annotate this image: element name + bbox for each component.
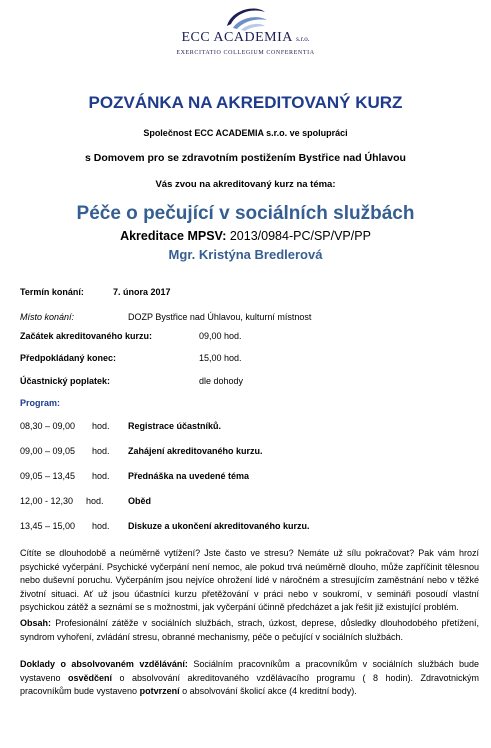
accreditation [0, 229, 491, 243]
detail-date-value: 7. února 2017 [113, 287, 171, 297]
program-time: 09,05 – 13,45 [20, 471, 76, 481]
content-text: Profesionální zátěže v sociálních službách, strach, úzkost, deprese, důsledky dlouhodobého přetížení, syndrom vyhoření, zvládání stresu, obranné mechanismy, péče o pečující v sociálních službách. [20, 618, 479, 642]
program-item: Zahájení akreditovaného kurzu. [128, 446, 263, 456]
detail-place [20, 312, 74, 322]
detail-start-label: Začátek akreditovaného kurzu: [20, 331, 153, 341]
detail-place-value: DOZP Bystřice nad Úhlavou, kulturní místnost [128, 312, 312, 322]
detail-fee-label: Účastnický poplatek: [20, 376, 111, 386]
program-unit: hod. [92, 471, 110, 481]
program-unit: hod. [86, 496, 104, 506]
detail-label: Místo konání: [20, 312, 75, 322]
program-item: Oběd [128, 496, 152, 506]
logo-legal: s.r.o. [296, 35, 310, 43]
detail-end-label: Předpokládaný konec: [20, 353, 117, 363]
detail-date [20, 287, 84, 297]
certificate-text-2: o absolvování akreditovaného vzdělávacího programu ( 8 hodin). Zdravotnickým pracovníkům bude vystaveno [20, 672, 479, 696]
detail-end-value: 15,00 hod. [199, 353, 242, 363]
program-item: Přednáška na uvedené téma [128, 471, 250, 481]
certificate-text-1: Sociálním pracovníkům a pracovníkům v sociálních službách bude vystaveno [20, 659, 479, 683]
logo-wordmark [0, 30, 491, 46]
lecturer-name: Mgr. Kristýna Bredlerová [168, 247, 323, 262]
detail-start-value: 09,00 hod. [199, 331, 242, 341]
certificate-label: Doklady o absolvovaném vzdělávání: [20, 659, 188, 669]
certificate-text-3: o absolvování školicí akce (4 kreditní body). [182, 686, 357, 696]
content-label: Obsah: [20, 618, 52, 628]
accreditation-value: 2013/0984-PC/SP/VP/PP [229, 229, 371, 243]
ecc-academia-logo-icon [221, 4, 271, 32]
intro-line-1: Společnost ECC ACADEMIA s.r.o. ve spolupráci [143, 128, 348, 138]
course-title: Péče o pečující v sociálních službách [76, 203, 415, 224]
invitation-heading: POZVÁNKA NA AKREDITOVANÝ KURZ [88, 93, 403, 112]
logo-name: ECC ACADEMIA [181, 30, 293, 45]
certificate-bold-2: potvrzení [139, 686, 180, 696]
intro-line-2: s Domovem pro se zdravotním postižením Bystřice nad Úhlavou [85, 152, 406, 164]
accreditation-label: Akreditace MPSV: [120, 229, 227, 243]
program-unit: hod. [92, 421, 110, 431]
certificate-bold-1: osvědčení [68, 672, 113, 683]
program-time: 13,45 – 15,00 [20, 521, 76, 531]
program-item: Diskuze a ukončení akreditovaného kurzu. [128, 521, 310, 531]
program-unit: hod. [92, 521, 110, 531]
program-time: 08,30 – 09,00 [20, 421, 76, 431]
logo-tagline: EXERCITATIO COLLEGIUM CONFERENTIA [176, 50, 315, 56]
program-time: 12,00 - 12,30 [20, 496, 74, 506]
program-unit: hod. [92, 446, 110, 456]
course-description: Cítíte se dlouhodobě a neúměrně vytížení? Jste často ve stresu? Nemáte už sílu pokračovat? Pak vám hrozí psychické vyčerpání. Psychické vyčerpání není nemoc, ale pokud trvá neúměrně dlouho, může zapříčinit tělesnou nebo duševní poruchu. Vyčerpáním jsou nejvíce ohrožení lidé v náročném a stresujícím zaměstnání nebo v těžké životní situaci. Ať už jsou účastníci kurzu přetěžování v práci nebo v soukromí, v semináři posoudí vlastní psychickou zátěž a seznámí se s možnostmi, jak vyčerpání účinně předcházet a jak řešit již existující problém. [20, 548, 479, 612]
program-item: Registrace účastníků. [128, 421, 222, 431]
program-time: 09,00 – 09,05 [20, 446, 76, 456]
detail-fee-value: dle dohody [199, 376, 244, 386]
certificate-info [20, 658, 479, 699]
detail-label: Termín konání: [20, 287, 84, 297]
program-heading: Program: [20, 398, 61, 408]
intro-line-3: Vás zvou na akreditovaný kurz na téma: [155, 179, 336, 190]
course-content [20, 617, 479, 644]
